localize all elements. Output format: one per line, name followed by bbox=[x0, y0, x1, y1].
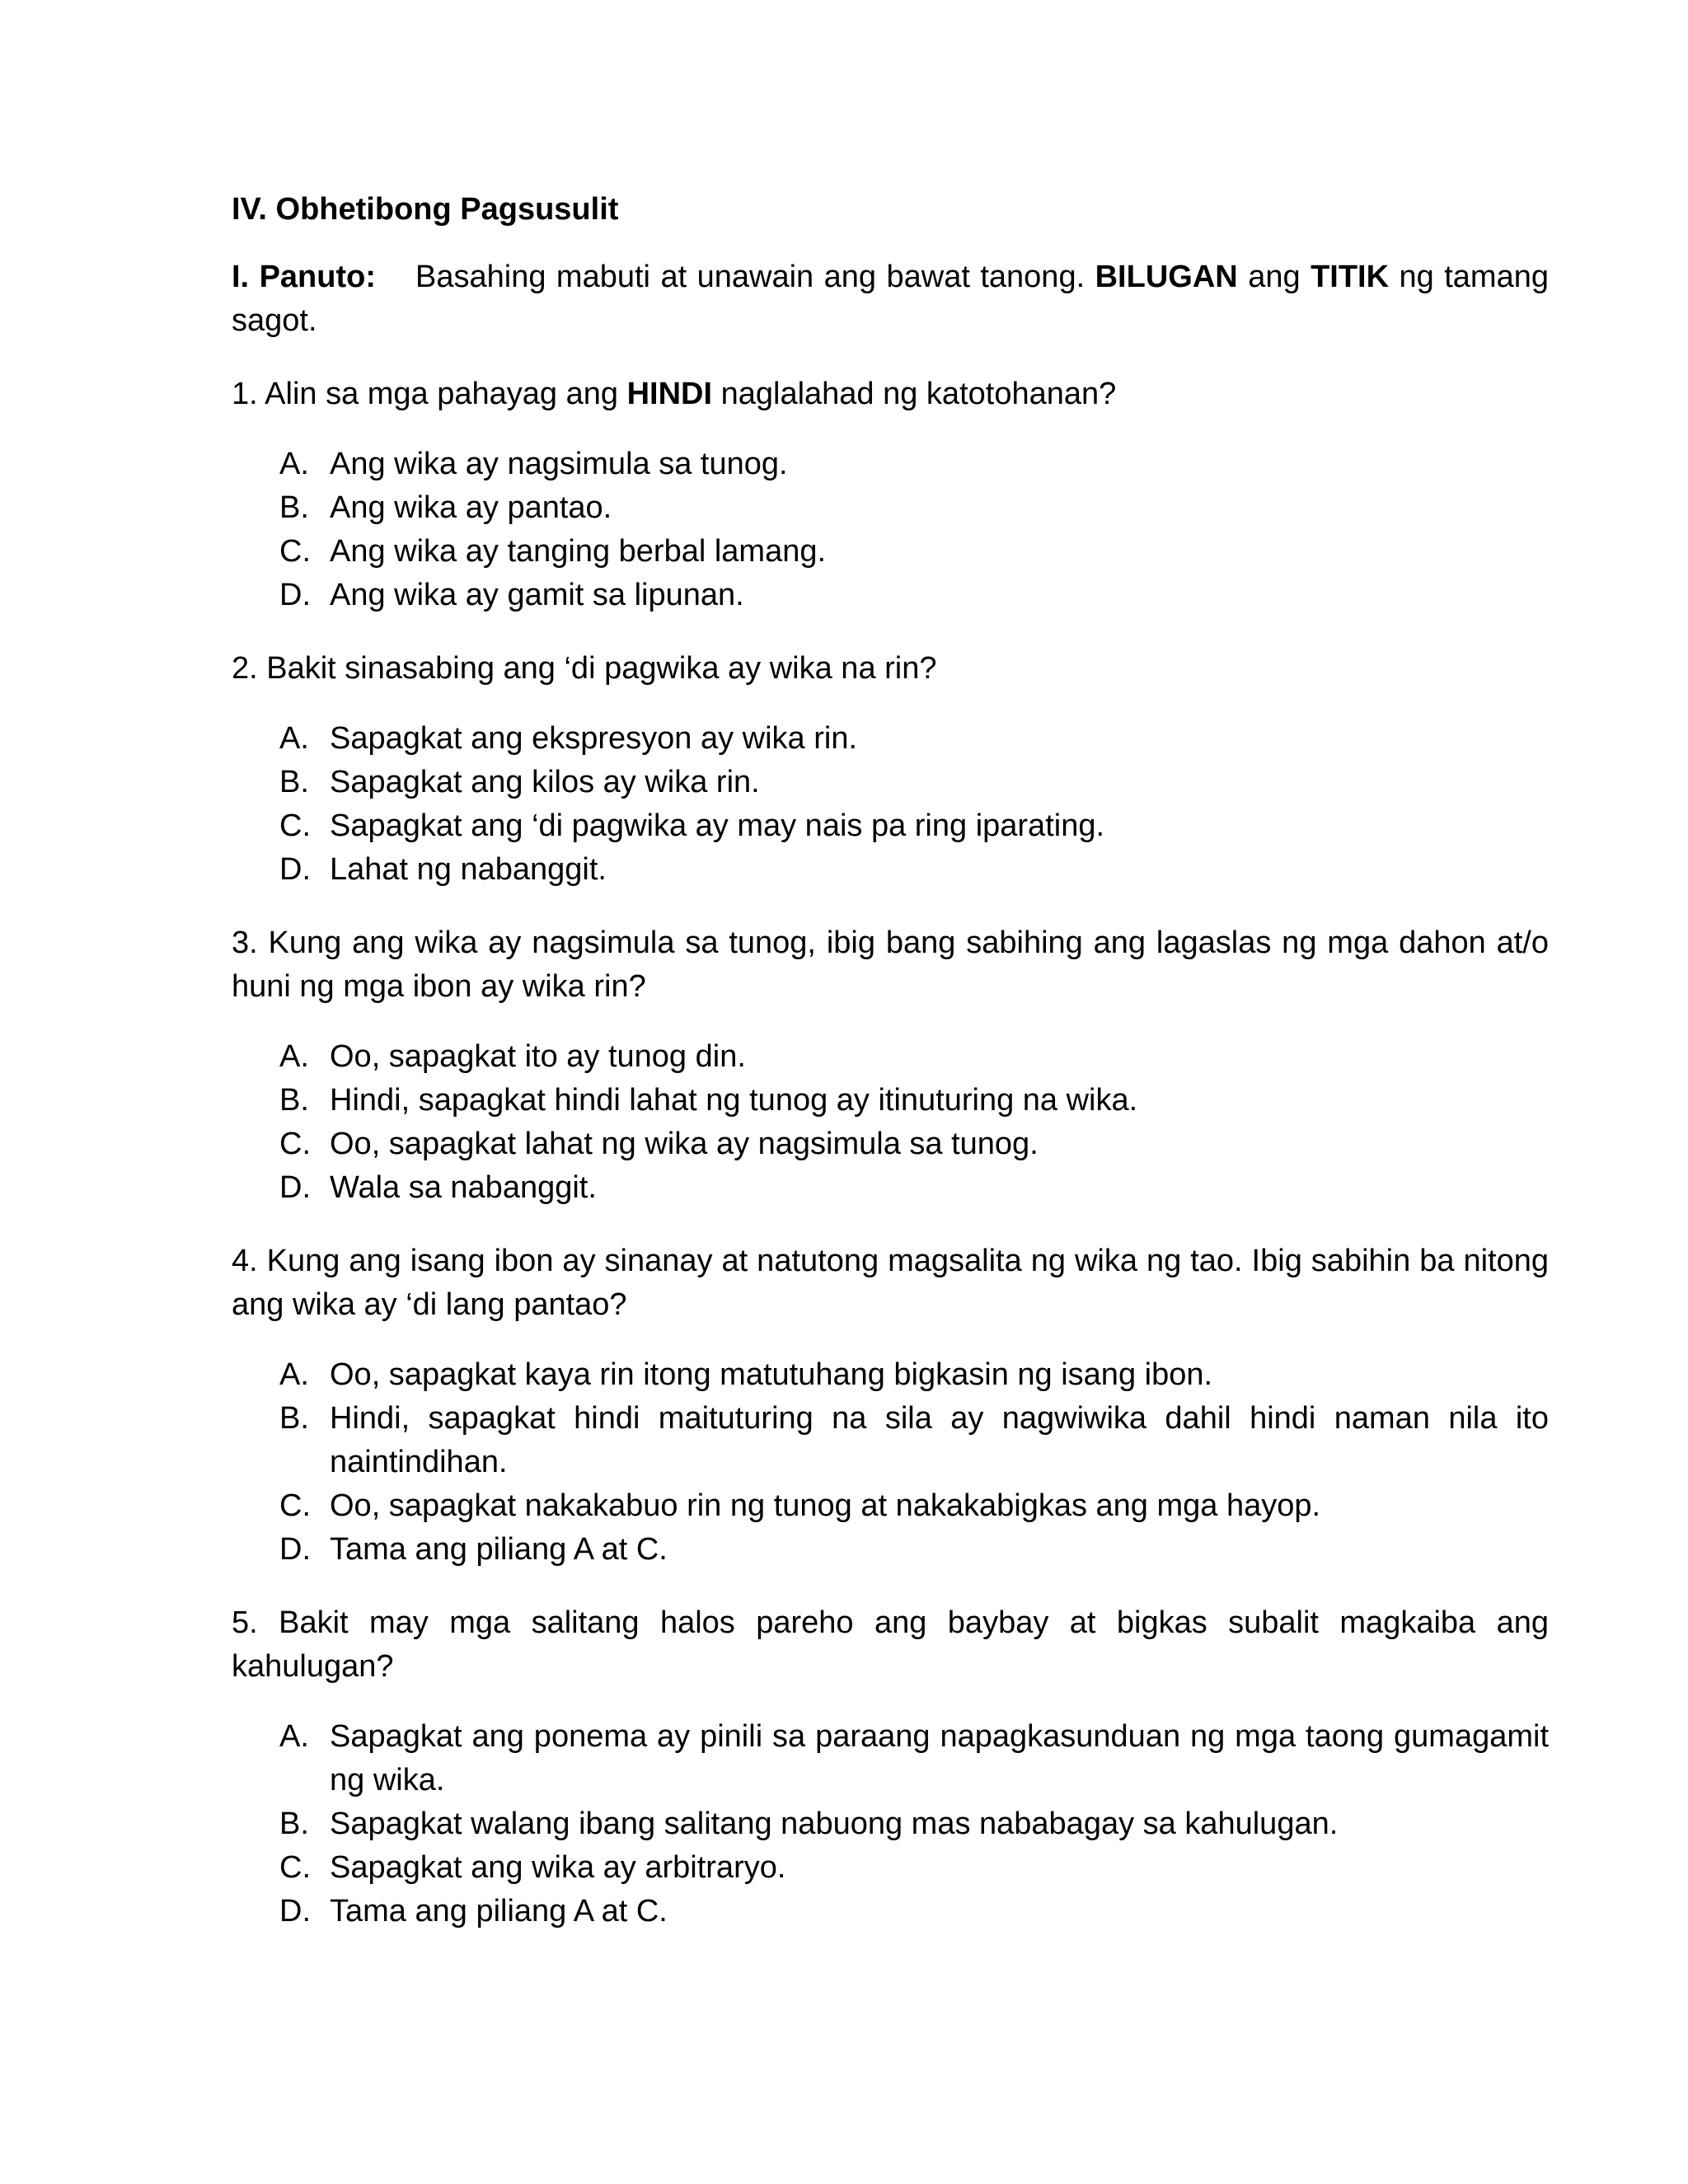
choice-letter: C. bbox=[279, 1127, 311, 1161]
choice-text: Sapagkat ang ponema ay pinili sa paraang napagkasunduan ng mga taong gumagamit ng wika. bbox=[330, 1719, 1549, 1797]
choice-text: Ang wika ay nagsimula sa tunog. bbox=[330, 447, 788, 481]
choice-letter: A. bbox=[279, 1357, 309, 1392]
choice-item bbox=[232, 574, 1549, 617]
choice-item bbox=[232, 443, 1549, 486]
choice-text: Lahat ng nabanggit. bbox=[330, 852, 607, 887]
choice-letter: B. bbox=[279, 490, 309, 525]
choice-item bbox=[232, 717, 1549, 761]
choice-text: Ang wika ay gamit sa lipunan. bbox=[330, 578, 744, 612]
instructions-text: ng tamang sagot. bbox=[232, 260, 1549, 338]
choices-list bbox=[232, 1035, 1549, 1210]
choice-letter: B. bbox=[279, 1401, 309, 1436]
question-emphasis: HINDI bbox=[626, 377, 713, 411]
choice-item bbox=[232, 804, 1549, 848]
document-content bbox=[232, 188, 1549, 1933]
question-text: 1. Alin sa mga pahayag ang bbox=[232, 377, 619, 411]
choice-letter: A. bbox=[279, 447, 309, 481]
choice-letter: B. bbox=[279, 1083, 309, 1118]
choice-text: Wala sa nabanggit. bbox=[330, 1170, 597, 1205]
choice-item bbox=[232, 1035, 1549, 1079]
choice-item bbox=[232, 1353, 1549, 1397]
choice-letter: C. bbox=[279, 808, 311, 843]
choice-item bbox=[232, 530, 1549, 574]
choice-text: Sapagkat walang ibang salitang nabuong mas nababagay sa kahulugan. bbox=[330, 1807, 1339, 1841]
choice-letter: C. bbox=[279, 534, 311, 569]
choice-item bbox=[232, 1890, 1549, 1933]
choice-letter: D. bbox=[279, 1532, 311, 1567]
choice-letter: A. bbox=[279, 1039, 309, 1074]
choice-item bbox=[232, 1122, 1549, 1166]
choice-text: Oo, sapagkat nakakabuo rin ng tunog at nakakabigkas ang mga hayop. bbox=[330, 1488, 1321, 1523]
instructions-text: ang bbox=[1248, 260, 1301, 294]
choice-item bbox=[232, 1079, 1549, 1122]
choice-item bbox=[232, 848, 1549, 892]
choice-item bbox=[232, 1397, 1549, 1484]
choice-letter: A. bbox=[279, 1719, 309, 1754]
choice-text: Hindi, sapagkat hindi lahat ng tunog ay itinuturing na wika. bbox=[330, 1083, 1138, 1118]
choice-item bbox=[232, 1484, 1549, 1528]
question-5: 5. Bakit may mga salitang halos pareho ang baybay at bigkas subalit magkaiba ang kahulugan? bbox=[232, 1605, 1549, 1684]
choice-text: Hindi, sapagkat hindi maituturing na sila ay nagwiwika dahil hindi naman nila ito naintindihan. bbox=[330, 1401, 1549, 1479]
question-text: naglalahad ng katotohanan? bbox=[720, 377, 1117, 411]
choice-item bbox=[232, 1528, 1549, 1572]
question-4: 4. Kung ang isang ibon ay sinanay at natutong magsalita ng wika ng tao. Ibig sabihin ba nitong ang wika ay ‘di lang pantao? bbox=[232, 1244, 1549, 1322]
choice-text: Oo, sapagkat lahat ng wika ay nagsimula sa tunog. bbox=[330, 1127, 1039, 1161]
choice-letter: D. bbox=[279, 578, 311, 612]
choices-list bbox=[232, 717, 1549, 892]
choice-text: Oo, sapagkat ito ay tunog din. bbox=[330, 1039, 746, 1074]
choice-letter: C. bbox=[279, 1488, 311, 1523]
question-2: 2. Bakit sinasabing ang ‘di pagwika ay wika na rin? bbox=[232, 651, 937, 686]
choice-letter: D. bbox=[279, 1894, 311, 1929]
instructions-text: Basahing mabuti at unawain ang bawat tanong. bbox=[415, 260, 1085, 294]
choice-item bbox=[232, 1802, 1549, 1846]
choice-item bbox=[232, 486, 1549, 530]
choice-item bbox=[232, 1715, 1549, 1802]
instructions-label: I. Panuto: bbox=[232, 260, 377, 294]
choice-text: Sapagkat ang kilos ay wika rin. bbox=[330, 765, 760, 799]
section-title: IV. Obhetibong Pagsusulit bbox=[232, 192, 619, 227]
choice-item bbox=[232, 761, 1549, 804]
choice-text: Sapagkat ang ‘di pagwika ay may nais pa ring iparating. bbox=[330, 808, 1105, 843]
choice-item bbox=[232, 1846, 1549, 1890]
choices-list bbox=[232, 1353, 1549, 1572]
choice-letter: B. bbox=[279, 1807, 309, 1841]
choice-text: Sapagkat ang ekspresyon ay wika rin. bbox=[330, 721, 858, 756]
choice-item bbox=[232, 1166, 1549, 1210]
instructions-emphasis-bilugan: BILUGAN bbox=[1095, 260, 1238, 294]
choice-letter: B. bbox=[279, 765, 309, 799]
choice-text: Sapagkat ang wika ay arbitraryo. bbox=[330, 1850, 786, 1885]
instructions bbox=[232, 255, 1549, 343]
choice-text: Tama ang piliang A at C. bbox=[330, 1894, 668, 1929]
choice-letter: A. bbox=[279, 721, 309, 756]
question-1 bbox=[232, 373, 1549, 416]
choice-text: Ang wika ay pantao. bbox=[330, 490, 612, 525]
choice-text: Tama ang piliang A at C. bbox=[330, 1532, 668, 1567]
choice-letter: C. bbox=[279, 1850, 311, 1885]
question-3: 3. Kung ang wika ay nagsimula sa tunog, ibig bang sabihing ang lagaslas ng mga dahon at/o huni ng mga ibon ay wika rin? bbox=[232, 926, 1549, 1004]
instructions-emphasis-titik: TITIK bbox=[1311, 260, 1390, 294]
choices-list bbox=[232, 1715, 1549, 1933]
choice-text: Oo, sapagkat kaya rin itong matutuhang bigkasin ng isang ibon. bbox=[330, 1357, 1213, 1392]
choice-letter: D. bbox=[279, 1170, 311, 1205]
choice-text: Ang wika ay tanging berbal lamang. bbox=[330, 534, 827, 569]
choice-letter: D. bbox=[279, 852, 311, 887]
choices-list bbox=[232, 443, 1549, 617]
